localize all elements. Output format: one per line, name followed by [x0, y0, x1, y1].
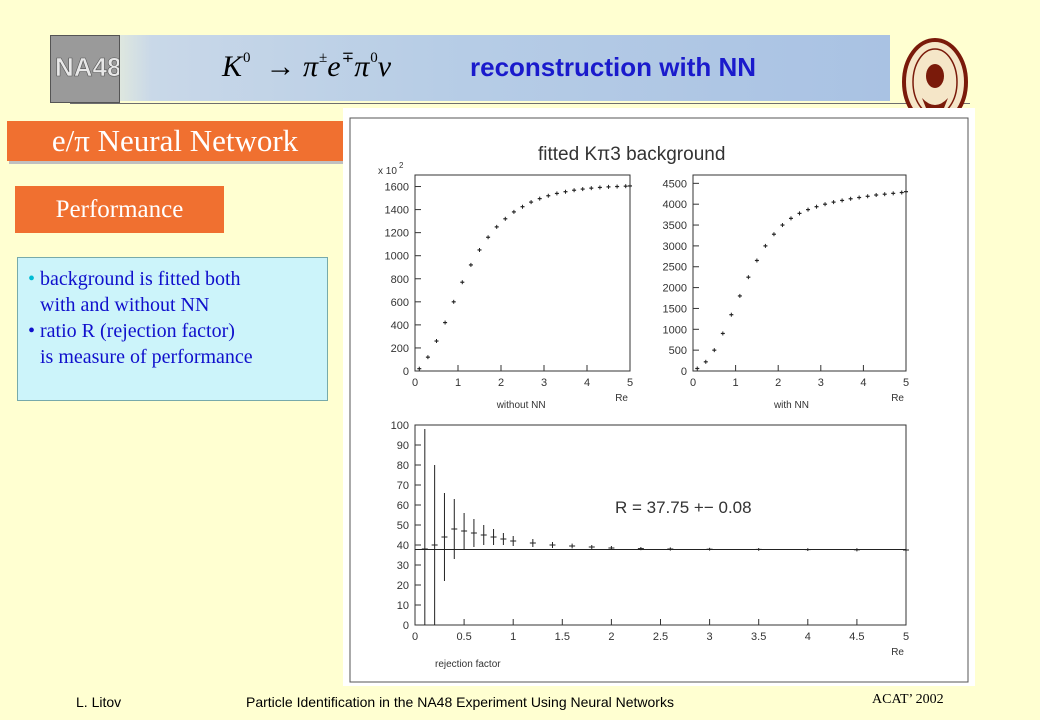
x-tick-label: 4 — [583, 377, 591, 389]
y-tick-label: 1600 — [384, 181, 409, 194]
x-tick-label: 4 — [860, 377, 867, 389]
chart-multiplier-exp: 2 — [399, 161, 404, 170]
y-tick-label: 3000 — [662, 240, 687, 253]
y-tick-label: 0 — [402, 366, 409, 378]
x-tick-label: 0.5 — [456, 631, 472, 643]
logo-text: NA48 — [55, 52, 119, 82]
chart-figure — [343, 108, 975, 686]
y-tick-label: 400 — [390, 319, 409, 332]
y-tick-label: 1400 — [384, 204, 409, 217]
y-tick-label: 2000 — [662, 282, 687, 295]
x-tick-label: 5 — [902, 631, 910, 643]
y-tick-label: 800 — [390, 273, 409, 286]
x-tick-label: 2 — [775, 377, 782, 389]
x-tick-label: 3.5 — [751, 631, 767, 643]
x-tick-label: 2 — [608, 631, 615, 643]
fit-annotation: R = 37.75 +− 0.08 — [615, 498, 752, 517]
y-tick-label: 60 — [396, 500, 409, 512]
x-axis-label: with NN — [773, 400, 809, 411]
na48-logo — [50, 35, 120, 103]
x-axis-label: rejection factor — [435, 659, 501, 670]
y-tick-label: 20 — [396, 580, 409, 592]
sub-title: Performance — [15, 186, 224, 233]
x-tick-label: 0 — [411, 377, 419, 389]
y-tick-label: 1000 — [662, 324, 687, 337]
x-tick-label: 1 — [732, 377, 739, 389]
y-tick-label: 90 — [396, 440, 409, 452]
y-tick-label: 80 — [396, 460, 409, 472]
x-tick-label: 5 — [902, 377, 910, 389]
x-tick-label: 2.5 — [652, 631, 669, 643]
y-tick-label: 50 — [396, 520, 409, 532]
decay-formula: $K^0 \to \pi^\pm e^\mp\pi^0\nu$ — [222, 50, 392, 83]
y-tick-label: 4000 — [662, 199, 687, 212]
bullet-list — [17, 257, 328, 401]
bullet-item: • ratio R (rejection factor) — [28, 320, 235, 342]
bullet-item: is measure of performance — [40, 346, 253, 368]
y-tick-label: 0 — [402, 620, 409, 632]
y-tick-label: 600 — [390, 296, 409, 309]
chart-svg — [343, 108, 975, 686]
y-tick-label: 40 — [396, 540, 409, 552]
chart-title: fitted Kπ3 background — [538, 144, 726, 165]
x-tick-label: 1.5 — [554, 631, 570, 643]
x-axis-end-label: Re — [615, 393, 628, 404]
y-tick-label: 0 — [680, 366, 687, 378]
y-tick-label: 1500 — [662, 303, 687, 316]
y-tick-label: 4500 — [662, 178, 687, 191]
x-axis-end-label: Re — [891, 393, 904, 404]
footer-author: L. Litov — [76, 694, 122, 710]
x-axis-label: without NN — [496, 400, 546, 411]
x-tick-label: 4 — [804, 631, 811, 643]
y-tick-label: 70 — [396, 480, 409, 492]
y-tick-label: 10 — [396, 600, 409, 612]
header-divider — [70, 103, 970, 104]
footer-conference: ACAT’ 2002 — [872, 692, 944, 707]
y-tick-label: 500 — [668, 345, 687, 358]
x-tick-label: 0 — [689, 377, 697, 389]
bullet-item: • background is fitted both — [28, 268, 241, 290]
bullet-item: with and without NN — [40, 294, 210, 316]
section-title: e/π Neural Network — [7, 121, 343, 161]
x-tick-label: 5 — [626, 377, 634, 389]
y-tick-label: 2500 — [662, 261, 687, 274]
y-tick-label: 1200 — [384, 227, 409, 240]
y-tick-label: 1000 — [384, 250, 409, 263]
x-tick-label: 2 — [497, 377, 505, 389]
footer-title: Particle Identification in the NA48 Experiment Using Neural Networks — [246, 694, 674, 710]
chart-multiplier: x 10 — [378, 166, 397, 177]
x-tick-label: 3 — [706, 631, 713, 643]
y-tick-label: 3500 — [662, 220, 687, 233]
y-tick-label: 30 — [396, 560, 409, 572]
x-tick-label: 0 — [411, 631, 419, 643]
y-tick-label: 200 — [390, 342, 409, 355]
slide-title: reconstruction with NN — [470, 52, 757, 82]
x-tick-label: 3 — [817, 377, 824, 389]
x-tick-label: 1 — [454, 377, 462, 389]
y-tick-label: 100 — [390, 420, 409, 432]
x-tick-label: 4.5 — [849, 631, 865, 643]
x-tick-label: 1 — [510, 631, 517, 643]
x-tick-label: 3 — [540, 377, 548, 389]
x-axis-end-label: Re — [891, 647, 904, 658]
